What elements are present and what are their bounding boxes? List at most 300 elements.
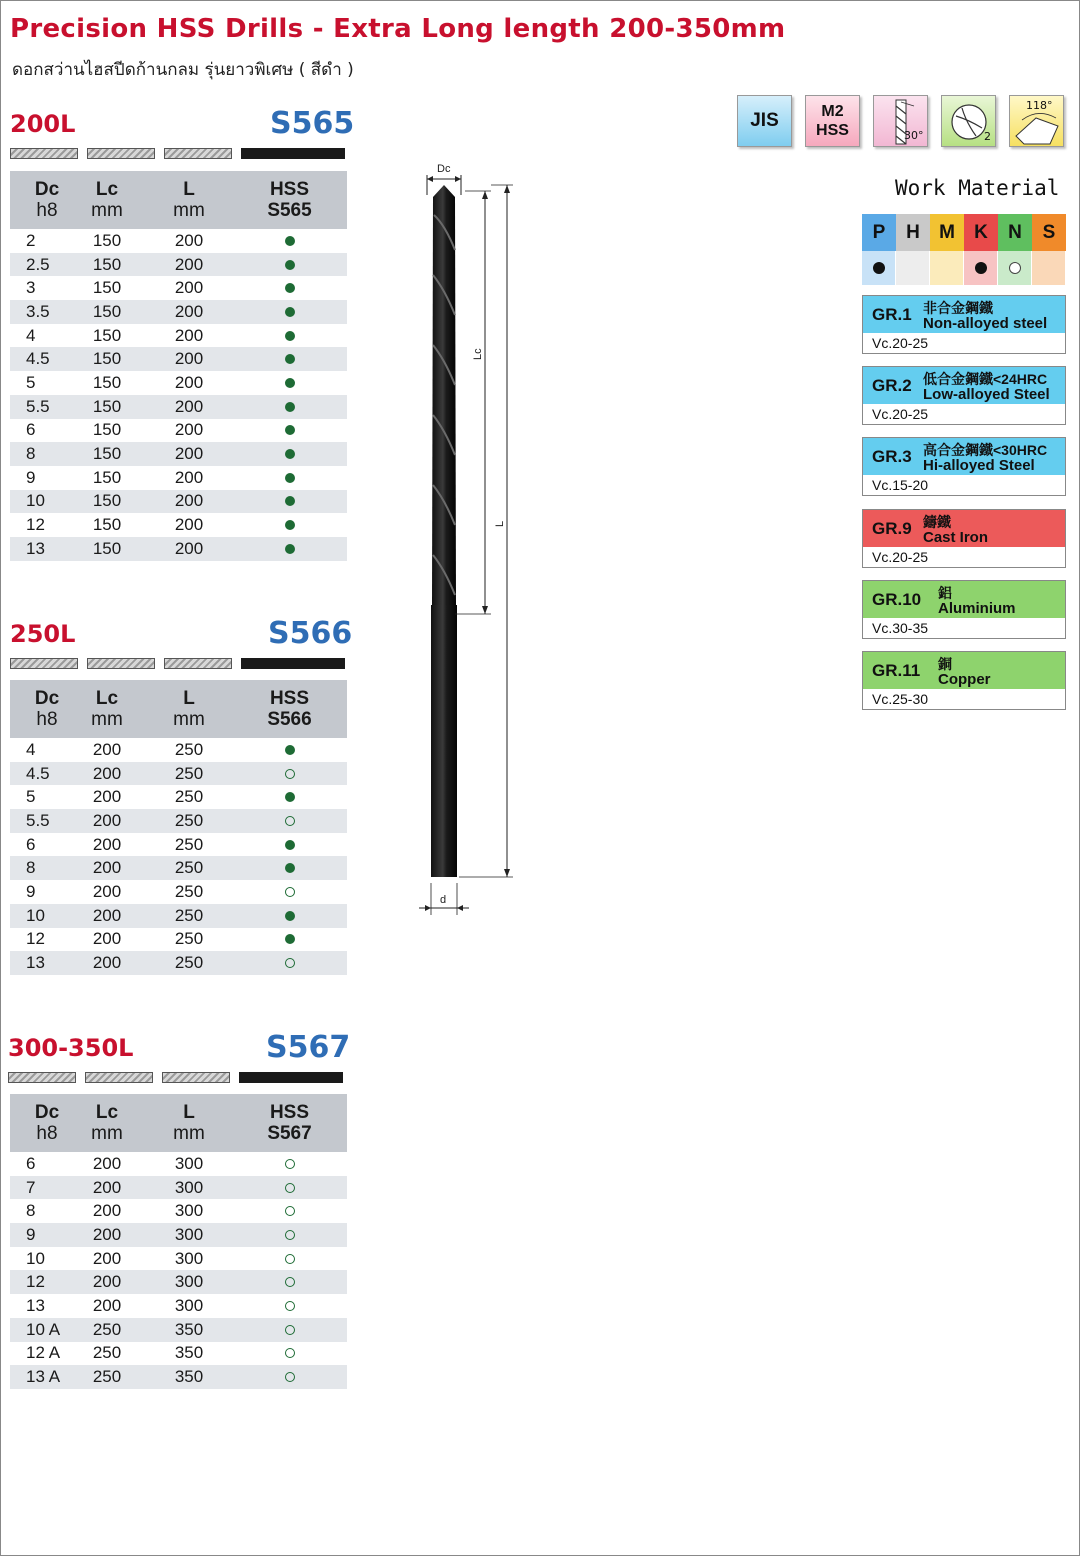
table-row — [10, 1247, 347, 1271]
cutting-speed-text: Vc.30-35 — [872, 620, 929, 636]
arrow-icon — [425, 905, 431, 911]
cell-stock — [232, 1249, 347, 1269]
section-code: S567 — [266, 1030, 351, 1065]
black-finish-bar — [241, 658, 345, 669]
stock-filled-dot-icon — [285, 283, 295, 293]
cell-lc: 150 — [92, 349, 122, 369]
helix-angle-text: 30° — [904, 129, 924, 142]
jis-standard-badge — [737, 95, 792, 147]
cell-lc: 200 — [92, 1153, 122, 1173]
cell-dc: 13 — [26, 953, 45, 973]
partly-suitable-dot-icon — [1009, 262, 1021, 274]
arrow-icon — [482, 191, 488, 199]
material-group-grid — [862, 214, 1066, 285]
cell-lc: 200 — [92, 1224, 122, 1244]
cell-lc: 200 — [92, 953, 122, 973]
table-row — [10, 395, 347, 419]
cell-dc: 4 — [26, 739, 36, 759]
cell-l: 250 — [174, 810, 204, 830]
straight-shank-icon — [10, 148, 78, 159]
cell-stock — [232, 539, 347, 559]
cell-lc: 200 — [92, 787, 122, 807]
stock-hollow-dot-icon — [285, 1348, 295, 1358]
arrow-icon — [482, 606, 488, 614]
cell-dc: 10 A — [26, 1319, 61, 1339]
cell-l: 200 — [174, 420, 204, 440]
cell-l: 250 — [174, 739, 204, 759]
cell-stock — [232, 929, 347, 949]
cell-dc: 10 — [26, 905, 45, 925]
cell-l: 200 — [174, 278, 204, 298]
page-subtitle: ดอกสว่านไฮสปีดก้านกลม รุ่นยาวพิเศษ ( สีดำ ) — [12, 60, 354, 80]
cell-l: 250 — [174, 763, 204, 783]
table-row — [10, 419, 347, 443]
cell-dc: 12 — [26, 1272, 45, 1292]
header-l: L — [183, 179, 195, 200]
cell-stock — [232, 953, 347, 973]
cell-l: 250 — [174, 787, 204, 807]
cell-l: 200 — [174, 467, 204, 487]
material-group-header — [863, 438, 1065, 475]
stock-filled-dot-icon — [285, 934, 295, 944]
work-material-title: Work Material — [895, 176, 1060, 200]
cell-stock — [232, 1178, 347, 1198]
header-hss-sub: S567 — [267, 1123, 312, 1144]
table-header — [10, 1094, 347, 1152]
cell-dc: 13 A — [26, 1367, 61, 1387]
cell-l: 250 — [174, 929, 204, 949]
cell-lc: 200 — [92, 1295, 122, 1315]
black-finish-bar — [241, 148, 345, 159]
cell-stock — [232, 397, 347, 417]
cell-l: 250 — [174, 953, 204, 973]
table-row — [10, 785, 347, 809]
stock-hollow-dot-icon — [285, 1277, 295, 1287]
table-row — [10, 276, 347, 300]
cell-dc: 7 — [26, 1177, 36, 1197]
stock-filled-dot-icon — [285, 544, 295, 554]
group-name-chinese: 非合金鋼鐵 — [923, 300, 993, 316]
drill-shank — [431, 605, 457, 877]
cell-dc: 2.5 — [26, 254, 50, 274]
stock-filled-dot-icon — [285, 425, 295, 435]
straight-shank-icon — [164, 658, 232, 669]
straight-shank-icon — [162, 1072, 230, 1083]
table-body — [10, 1152, 347, 1389]
cutting-speed-text: Vc.15-20 — [872, 477, 929, 493]
cell-lc: 200 — [92, 929, 122, 949]
table-row — [10, 833, 347, 857]
cell-dc: 8 — [26, 1201, 36, 1221]
suitable-dot-icon — [975, 262, 987, 274]
cell-dc: 5 — [26, 372, 36, 392]
cell-stock — [232, 420, 347, 440]
cell-dc: 3 — [26, 278, 36, 298]
table-row — [10, 762, 347, 786]
cell-l: 200 — [174, 515, 204, 535]
header-hss: HSS — [269, 688, 310, 709]
cell-dc: 4.5 — [26, 349, 50, 369]
cell-lc: 150 — [92, 230, 122, 250]
cell-lc: 250 — [92, 1319, 122, 1339]
material-suitability-cell — [930, 251, 964, 285]
cell-dc: 3.5 — [26, 301, 50, 321]
cell-stock — [232, 835, 347, 855]
cell-l: 200 — [174, 254, 204, 274]
cell-dc: 9 — [26, 1224, 36, 1244]
cell-dc: 5.5 — [26, 810, 50, 830]
group-name-chinese: 高合金鋼鐵<30HRC — [923, 442, 1048, 458]
straight-shank-icon — [87, 658, 155, 669]
cell-stock — [232, 787, 347, 807]
material-group-card — [862, 580, 1066, 639]
table-row — [10, 951, 347, 975]
cell-l: 250 — [174, 834, 204, 854]
material-group-card — [862, 437, 1066, 496]
cell-stock — [232, 906, 347, 926]
cell-lc: 200 — [92, 881, 122, 901]
table-row — [10, 738, 347, 762]
cell-lc: 150 — [92, 301, 122, 321]
straight-shank-icon — [87, 148, 155, 159]
cell-l: 200 — [174, 372, 204, 392]
header-lc-sub: mm — [91, 200, 123, 221]
stock-filled-dot-icon — [285, 911, 295, 921]
header-hss-sub: S566 — [267, 709, 312, 730]
suitable-dot-icon — [873, 262, 885, 274]
material-letter-s: S — [1032, 214, 1066, 251]
stock-filled-dot-icon — [285, 354, 295, 364]
m2-label: M2 — [821, 103, 844, 120]
cell-stock — [232, 491, 347, 511]
cell-l: 300 — [174, 1272, 204, 1292]
flute-count-text: 2 — [984, 130, 991, 143]
stock-hollow-dot-icon — [285, 1301, 295, 1311]
stock-hollow-dot-icon — [285, 887, 295, 897]
point-angle-text: 118° — [1026, 99, 1053, 112]
table-row — [10, 324, 347, 348]
cell-stock — [232, 468, 347, 488]
stock-hollow-dot-icon — [285, 1206, 295, 1216]
material-suitability-cell — [1032, 251, 1066, 285]
table-row — [10, 1342, 347, 1366]
stock-filled-dot-icon — [285, 449, 295, 459]
material-letter-n: N — [998, 214, 1032, 251]
cell-dc: 12 — [26, 515, 45, 535]
group-name-english: Aluminium — [938, 600, 1016, 617]
lc-label: Lc — [472, 348, 484, 360]
cell-lc: 150 — [92, 278, 122, 298]
cell-stock — [232, 882, 347, 902]
header-dc: Dc — [34, 688, 60, 709]
cell-l: 300 — [174, 1201, 204, 1221]
header-dc-sub: h8 — [36, 200, 58, 221]
straight-shank-icon — [164, 148, 232, 159]
table-row — [10, 300, 347, 324]
spec-table-s567 — [10, 1094, 347, 1389]
table-row — [10, 229, 347, 253]
header-hss: HSS — [269, 1102, 310, 1123]
section-code: S566 — [268, 616, 353, 651]
table-row — [10, 371, 347, 395]
material-group-header — [863, 581, 1065, 618]
cell-lc: 200 — [92, 905, 122, 925]
cell-stock — [232, 302, 347, 322]
cell-dc: 9 — [26, 467, 36, 487]
drill-flute-body — [432, 185, 456, 605]
cell-lc: 250 — [92, 1343, 122, 1363]
group-code: GR.9 — [872, 519, 912, 538]
cell-lc: 150 — [92, 254, 122, 274]
dc-label: Dc — [437, 163, 451, 175]
header-l-sub: mm — [173, 1123, 205, 1144]
cell-lc: 200 — [92, 1177, 122, 1197]
stock-hollow-dot-icon — [285, 1254, 295, 1264]
cell-stock — [232, 858, 347, 878]
material-suitability-cell — [964, 251, 998, 285]
cell-stock — [232, 278, 347, 298]
header-dc: Dc — [34, 179, 60, 200]
header-l: L — [183, 688, 195, 709]
spec-table-s565 — [10, 171, 347, 561]
material-group-card — [862, 651, 1066, 710]
stock-hollow-dot-icon — [285, 1230, 295, 1240]
cell-stock — [232, 515, 347, 535]
cell-lc: 150 — [92, 396, 122, 416]
table-row — [10, 1270, 347, 1294]
black-finish-bar — [239, 1072, 343, 1083]
material-group-header — [863, 510, 1065, 547]
header-hss: HSS — [269, 179, 310, 200]
cell-dc: 13 — [26, 1295, 45, 1315]
cell-lc: 200 — [92, 763, 122, 783]
group-code: GR.1 — [872, 305, 912, 324]
material-letter-k: K — [964, 214, 998, 251]
stock-hollow-dot-icon — [285, 1183, 295, 1193]
section-length-label: 200L — [10, 110, 76, 138]
material-letter-h: H — [896, 214, 930, 251]
group-code: GR.3 — [872, 447, 912, 466]
material-letter-p: P — [862, 214, 896, 251]
cell-stock — [232, 231, 347, 251]
cell-l: 300 — [174, 1153, 204, 1173]
cell-l: 300 — [174, 1248, 204, 1268]
section-length-label: 250L — [10, 620, 76, 648]
header-lc: Lc — [95, 688, 119, 709]
cell-lc: 200 — [92, 810, 122, 830]
point-angle-badge — [1009, 95, 1064, 147]
cell-l: 250 — [174, 858, 204, 878]
group-name-chinese: 銅 — [938, 656, 952, 672]
table-row — [10, 253, 347, 277]
cell-stock — [232, 1296, 347, 1316]
group-name-english: Hi-alloyed Steel — [923, 457, 1035, 474]
d-label: d — [440, 894, 447, 906]
table-row — [10, 809, 347, 833]
cell-dc: 6 — [26, 420, 36, 440]
cell-l: 200 — [174, 491, 204, 511]
cell-l: 300 — [174, 1224, 204, 1244]
stock-hollow-dot-icon — [285, 816, 295, 826]
group-name-english: Copper — [938, 671, 991, 688]
cell-dc: 12 A — [26, 1343, 61, 1363]
group-name-chinese: 低合金鋼鐵<24HRC — [923, 371, 1048, 387]
cell-dc: 8 — [26, 858, 36, 878]
cell-l: 200 — [174, 325, 204, 345]
table-row — [10, 880, 347, 904]
page-title: Precision HSS Drills - Extra Long length 200-350mm — [10, 14, 786, 44]
cell-lc: 200 — [92, 1248, 122, 1268]
cell-lc: 150 — [92, 491, 122, 511]
cell-l: 200 — [174, 396, 204, 416]
table-row — [10, 1223, 347, 1247]
cell-stock — [232, 811, 347, 831]
material-suitability-cell — [862, 251, 896, 285]
cell-stock — [232, 1320, 347, 1340]
stock-filled-dot-icon — [285, 792, 295, 802]
stock-filled-dot-icon — [285, 473, 295, 483]
table-row — [10, 537, 347, 561]
table-row — [10, 1294, 347, 1318]
helix-angle-badge — [873, 95, 928, 147]
cell-lc: 150 — [92, 325, 122, 345]
table-row — [10, 928, 347, 952]
table-row — [10, 490, 347, 514]
cell-l: 200 — [174, 230, 204, 250]
cutting-speed-text: Vc.20-25 — [872, 335, 929, 351]
shank-type-icons — [8, 1070, 343, 1084]
arrow-icon — [504, 185, 510, 193]
cell-stock — [232, 764, 347, 784]
cell-dc: 4.5 — [26, 763, 50, 783]
header-dc: Dc — [34, 1102, 60, 1123]
cell-stock — [232, 1367, 347, 1387]
cell-dc: 4 — [26, 325, 36, 345]
shank-type-icons — [10, 146, 345, 160]
material-group-card — [862, 295, 1066, 354]
cutting-speed-text: Vc.25-30 — [872, 691, 929, 707]
stock-filled-dot-icon — [285, 745, 295, 755]
header-dc-sub: h8 — [36, 709, 58, 730]
cell-stock — [232, 740, 347, 760]
table-row — [10, 513, 347, 537]
cell-l: 350 — [174, 1343, 204, 1363]
stock-hollow-dot-icon — [285, 1372, 295, 1382]
header-lc-sub: mm — [91, 1123, 123, 1144]
cell-dc: 6 — [26, 1153, 36, 1173]
cell-stock — [232, 349, 347, 369]
stock-filled-dot-icon — [285, 236, 295, 246]
stock-hollow-dot-icon — [285, 769, 295, 779]
cell-stock — [232, 444, 347, 464]
stock-hollow-dot-icon — [285, 958, 295, 968]
cell-lc: 150 — [92, 444, 122, 464]
cell-l: 350 — [174, 1319, 204, 1339]
cell-l: 200 — [174, 444, 204, 464]
cell-stock — [232, 1154, 347, 1174]
jis-label: JIS — [750, 110, 779, 131]
table-row — [10, 1176, 347, 1200]
table-body — [10, 738, 347, 975]
cell-l: 200 — [174, 301, 204, 321]
header-dc-sub: h8 — [36, 1123, 58, 1144]
straight-shank-icon — [85, 1072, 153, 1083]
spec-table-s566 — [10, 680, 347, 975]
cell-dc: 5 — [26, 787, 36, 807]
header-l-sub: mm — [173, 200, 205, 221]
material-group-header — [863, 367, 1065, 404]
table-row — [10, 442, 347, 466]
flute-count-badge — [941, 95, 996, 147]
table-row — [10, 466, 347, 490]
arrow-icon — [504, 869, 510, 877]
group-code: GR.2 — [872, 376, 912, 395]
cell-dc: 6 — [26, 834, 36, 854]
hss-label: HSS — [816, 122, 849, 139]
cell-lc: 200 — [92, 1272, 122, 1292]
cell-stock — [232, 1343, 347, 1363]
drill-diagram — [415, 155, 525, 915]
cell-stock — [232, 326, 347, 346]
m2-hss-badge — [805, 95, 860, 147]
material-suitability-cell — [998, 251, 1032, 285]
arrow-icon — [455, 176, 461, 182]
header-l: L — [183, 1102, 195, 1123]
header-l-sub: mm — [173, 709, 205, 730]
group-name-chinese: 鋁 — [938, 585, 952, 601]
cell-lc: 150 — [92, 372, 122, 392]
group-name-english: Low-alloyed Steel — [923, 386, 1050, 403]
cell-lc: 200 — [92, 834, 122, 854]
straight-shank-icon — [8, 1072, 76, 1083]
cell-lc: 150 — [92, 467, 122, 487]
stock-hollow-dot-icon — [285, 1325, 295, 1335]
cell-stock — [232, 1201, 347, 1221]
cell-dc: 8 — [26, 444, 36, 464]
stock-hollow-dot-icon — [285, 1159, 295, 1169]
cell-l: 300 — [174, 1177, 204, 1197]
cell-stock — [232, 255, 347, 275]
material-group-card — [862, 509, 1066, 568]
cell-lc: 150 — [92, 515, 122, 535]
cutting-speed-text: Vc.20-25 — [872, 406, 929, 422]
cell-lc: 200 — [92, 1201, 122, 1221]
table-body — [10, 229, 347, 561]
material-suitability-cell — [896, 251, 930, 285]
header-lc: Lc — [95, 179, 119, 200]
cell-lc: 200 — [92, 858, 122, 878]
material-group-header — [863, 296, 1065, 333]
table-row — [10, 1318, 347, 1342]
cell-lc: 250 — [92, 1367, 122, 1387]
group-name-chinese: 鑄鐵 — [923, 514, 951, 530]
section-code: S565 — [270, 106, 355, 141]
material-letter-m: M — [930, 214, 964, 251]
stock-filled-dot-icon — [285, 402, 295, 412]
material-group-card — [862, 366, 1066, 425]
cell-l: 300 — [174, 1295, 204, 1315]
straight-shank-icon — [10, 658, 78, 669]
cell-l: 200 — [174, 349, 204, 369]
stock-filled-dot-icon — [285, 496, 295, 506]
header-hss-sub: S565 — [267, 200, 312, 221]
cell-stock — [232, 1225, 347, 1245]
group-name-english: Cast Iron — [923, 529, 989, 546]
arrow-icon — [457, 905, 463, 911]
material-group-header — [863, 652, 1065, 689]
group-code: GR.11 — [872, 661, 921, 680]
stock-filled-dot-icon — [285, 520, 295, 530]
